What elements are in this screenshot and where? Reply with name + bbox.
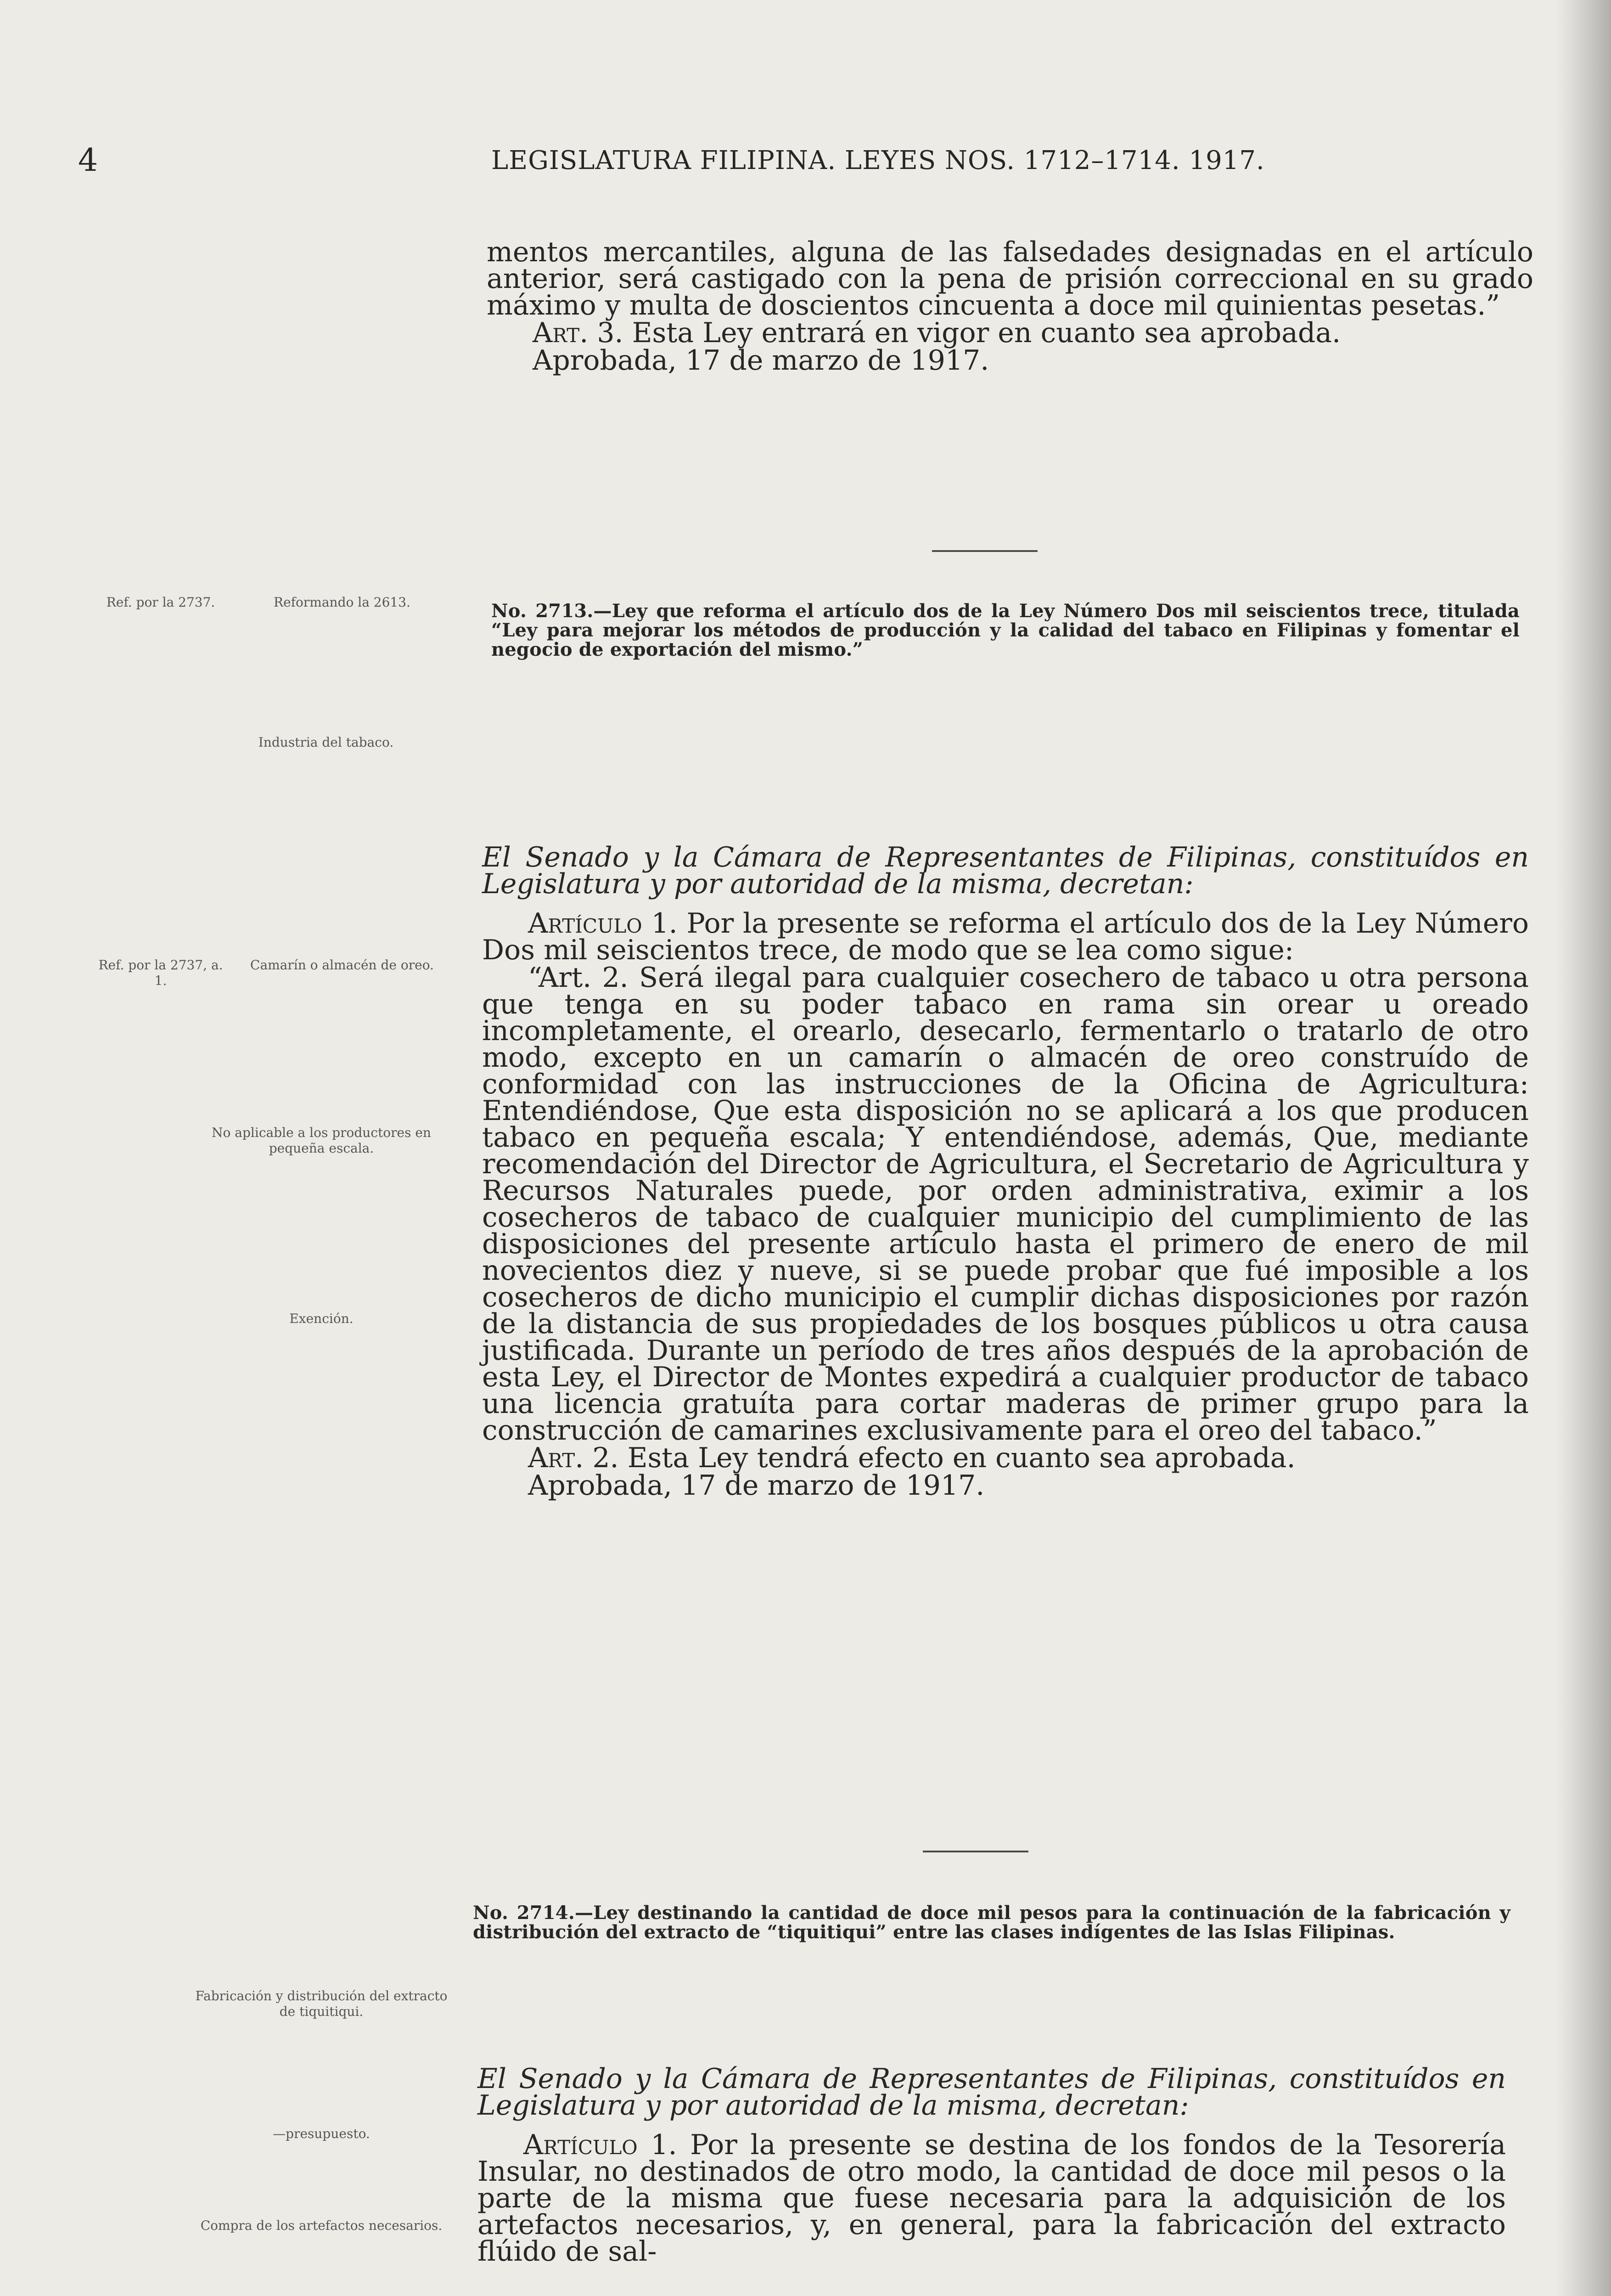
act-2713-article-1: [482, 907, 1529, 966]
article-3-text: Esta Ley entrará en vigor en cuanto sea aprobada.: [623, 317, 1341, 349]
act-2713-article-2: [482, 1442, 1529, 1474]
margin-note-ref-2737: Ref. por la 2737.: [106, 595, 215, 610]
article-3-paragraph: [487, 317, 1533, 349]
running-head: LEGISLATURA FILIPINA. LEYES NOS. 1712–1714. 1917.: [491, 146, 1265, 175]
margin-note-reformando: Reformando la 2613.: [274, 595, 410, 610]
act-2714-decree: El Senado y la Cámara de Representantes de Filipinas, constituídos en Legislatura y por autoridad de la misma, decretan:: [477, 2063, 1506, 2122]
top-section-text: [487, 236, 1533, 377]
margin-note-exencion: Exención.: [289, 1311, 354, 1326]
margin-note-fabricacion: Fabricación y distribución del extracto de tiquitiqui.: [195, 1988, 448, 2019]
margin-note-camarin: Camarín o almacén de oreo.: [250, 957, 434, 973]
section-divider-2: [923, 1851, 1028, 1852]
margin-note-industria: Industria del tabaco.: [258, 735, 394, 750]
margin-note-compra: Compra de los artefactos necesarios.: [200, 2218, 443, 2233]
act-2713-approval-line: Aprobada, 17 de marzo de 1917.: [528, 1469, 985, 1502]
act-2714-article-1-label: Artículo 1.: [523, 2129, 677, 2161]
act-2713-decree: El Senado y la Cámara de Representantes de Filipinas, constituídos en Legislatura y por autoridad de la misma, decretan:: [482, 841, 1529, 900]
act-2713-article-2-text: Esta Ley tendrá efecto en cuanto sea aprobada.: [618, 1442, 1296, 1474]
margin-note-presupuesto: —presupuesto.: [273, 2126, 370, 2141]
section-divider: [932, 550, 1038, 552]
act-2714-body: [477, 2062, 1506, 2266]
margin-note-ref-2737-a1: Ref. por la 2737, a. 1.: [98, 957, 223, 988]
page-edge-shadow: [1556, 0, 1611, 2296]
act-2713-body: [482, 840, 1529, 1500]
continuation-paragraph: mentos mercantiles, alguna de las falsedades designadas en el artículo anterior, será castigado con la pena de prisión correccional en su grado máximo y multa de doscientos cincuenta a doce mil quinientas pesetas.”: [487, 236, 1533, 321]
approval-line: Aprobada, 17 de marzo de 1917.: [533, 344, 989, 377]
page-number: 4: [78, 142, 98, 179]
act-2714-title: No. 2714.—Ley destinando la cantidad de doce mil pesos para la continuación de la fabricación y distribución del extracto de “tiquitiqui” entre las clases indígentes de las Islas Filipinas.: [473, 1902, 1510, 1943]
act-2713-article-1-text: Por la presente se reforma el artículo dos de la Ley Número Dos mil seiscientos trece, de modo que se lea como sigue:: [482, 907, 1529, 966]
act-2713-title: No. 2713.—Ley que reforma el artículo dos de la Ley Número Dos mil seiscientos trece, titulada “Ley para mejorar los métodos de producción y la calidad del tabaco en Filipinas y fomentar el negocio de exportación del mismo.”: [491, 600, 1520, 660]
margin-note-no-aplicable: No aplicable a los productores en pequeña escala.: [212, 1125, 431, 1156]
article-3-label: Art. 3.: [533, 317, 623, 349]
act-2713-quoted-article: “Art. 2. Será ilegal para cualquier cosechero de tabaco u otra persona que tenga en su poder tabaco en rama sin orear u oreado incompletamente, el orearlo, desecarlo, fermentarlo o tratarlo de otro modo, excepto en un camarín o almacén de oreo construído de conformidad con las instrucciones de la Oficina de Agricultura: Entendiéndose, Que esta disposición no se aplicará a los que producen tabaco en pequeña escala; Y entendiéndose, además, Que, mediante recomendación del Director de Agricultura, el Secretario de Agricultura y Recursos Naturales puede, por orden administrativa, eximir a los cosecheros de tabaco de cualquier municipio del cumplimiento de las disposiciones del presente artículo hasta el primero de enero de mil novecientos diez y nueve, si se puede probar que fué imposible a los cosecheros de dicho municipio el cumplir dichas disposiciones por razón de la distancia de sus propiedades de los bosques públicos u otra causa justificada. Durante un período de tres años después de la aprobación de esta Ley, el Director de Montes expedirá a cualquier productor de tabaco una licencia gratuíta para cortar maderas de primer grupo para la construcción de camarines exclusivamente para el oreo del tabaco.”: [482, 962, 1529, 1446]
act-2713-article-2-label: Art. 2.: [528, 1442, 619, 1474]
act-2713-article-1-label: Artículo 1.: [528, 907, 678, 940]
act-2714-article-1: [477, 2129, 1506, 2268]
act-2714-article-1-text: Por la presente se destina de los fondos de la Tesorería Insular, no destinados de otro modo, la cantidad de doce mil pesos o la parte de la misma que fuese necesaria para la adquisición de los artefactos necesarios, y, en general, para la fabricación del extracto flúido de sal-: [477, 2129, 1506, 2268]
page-header: [78, 142, 1533, 184]
